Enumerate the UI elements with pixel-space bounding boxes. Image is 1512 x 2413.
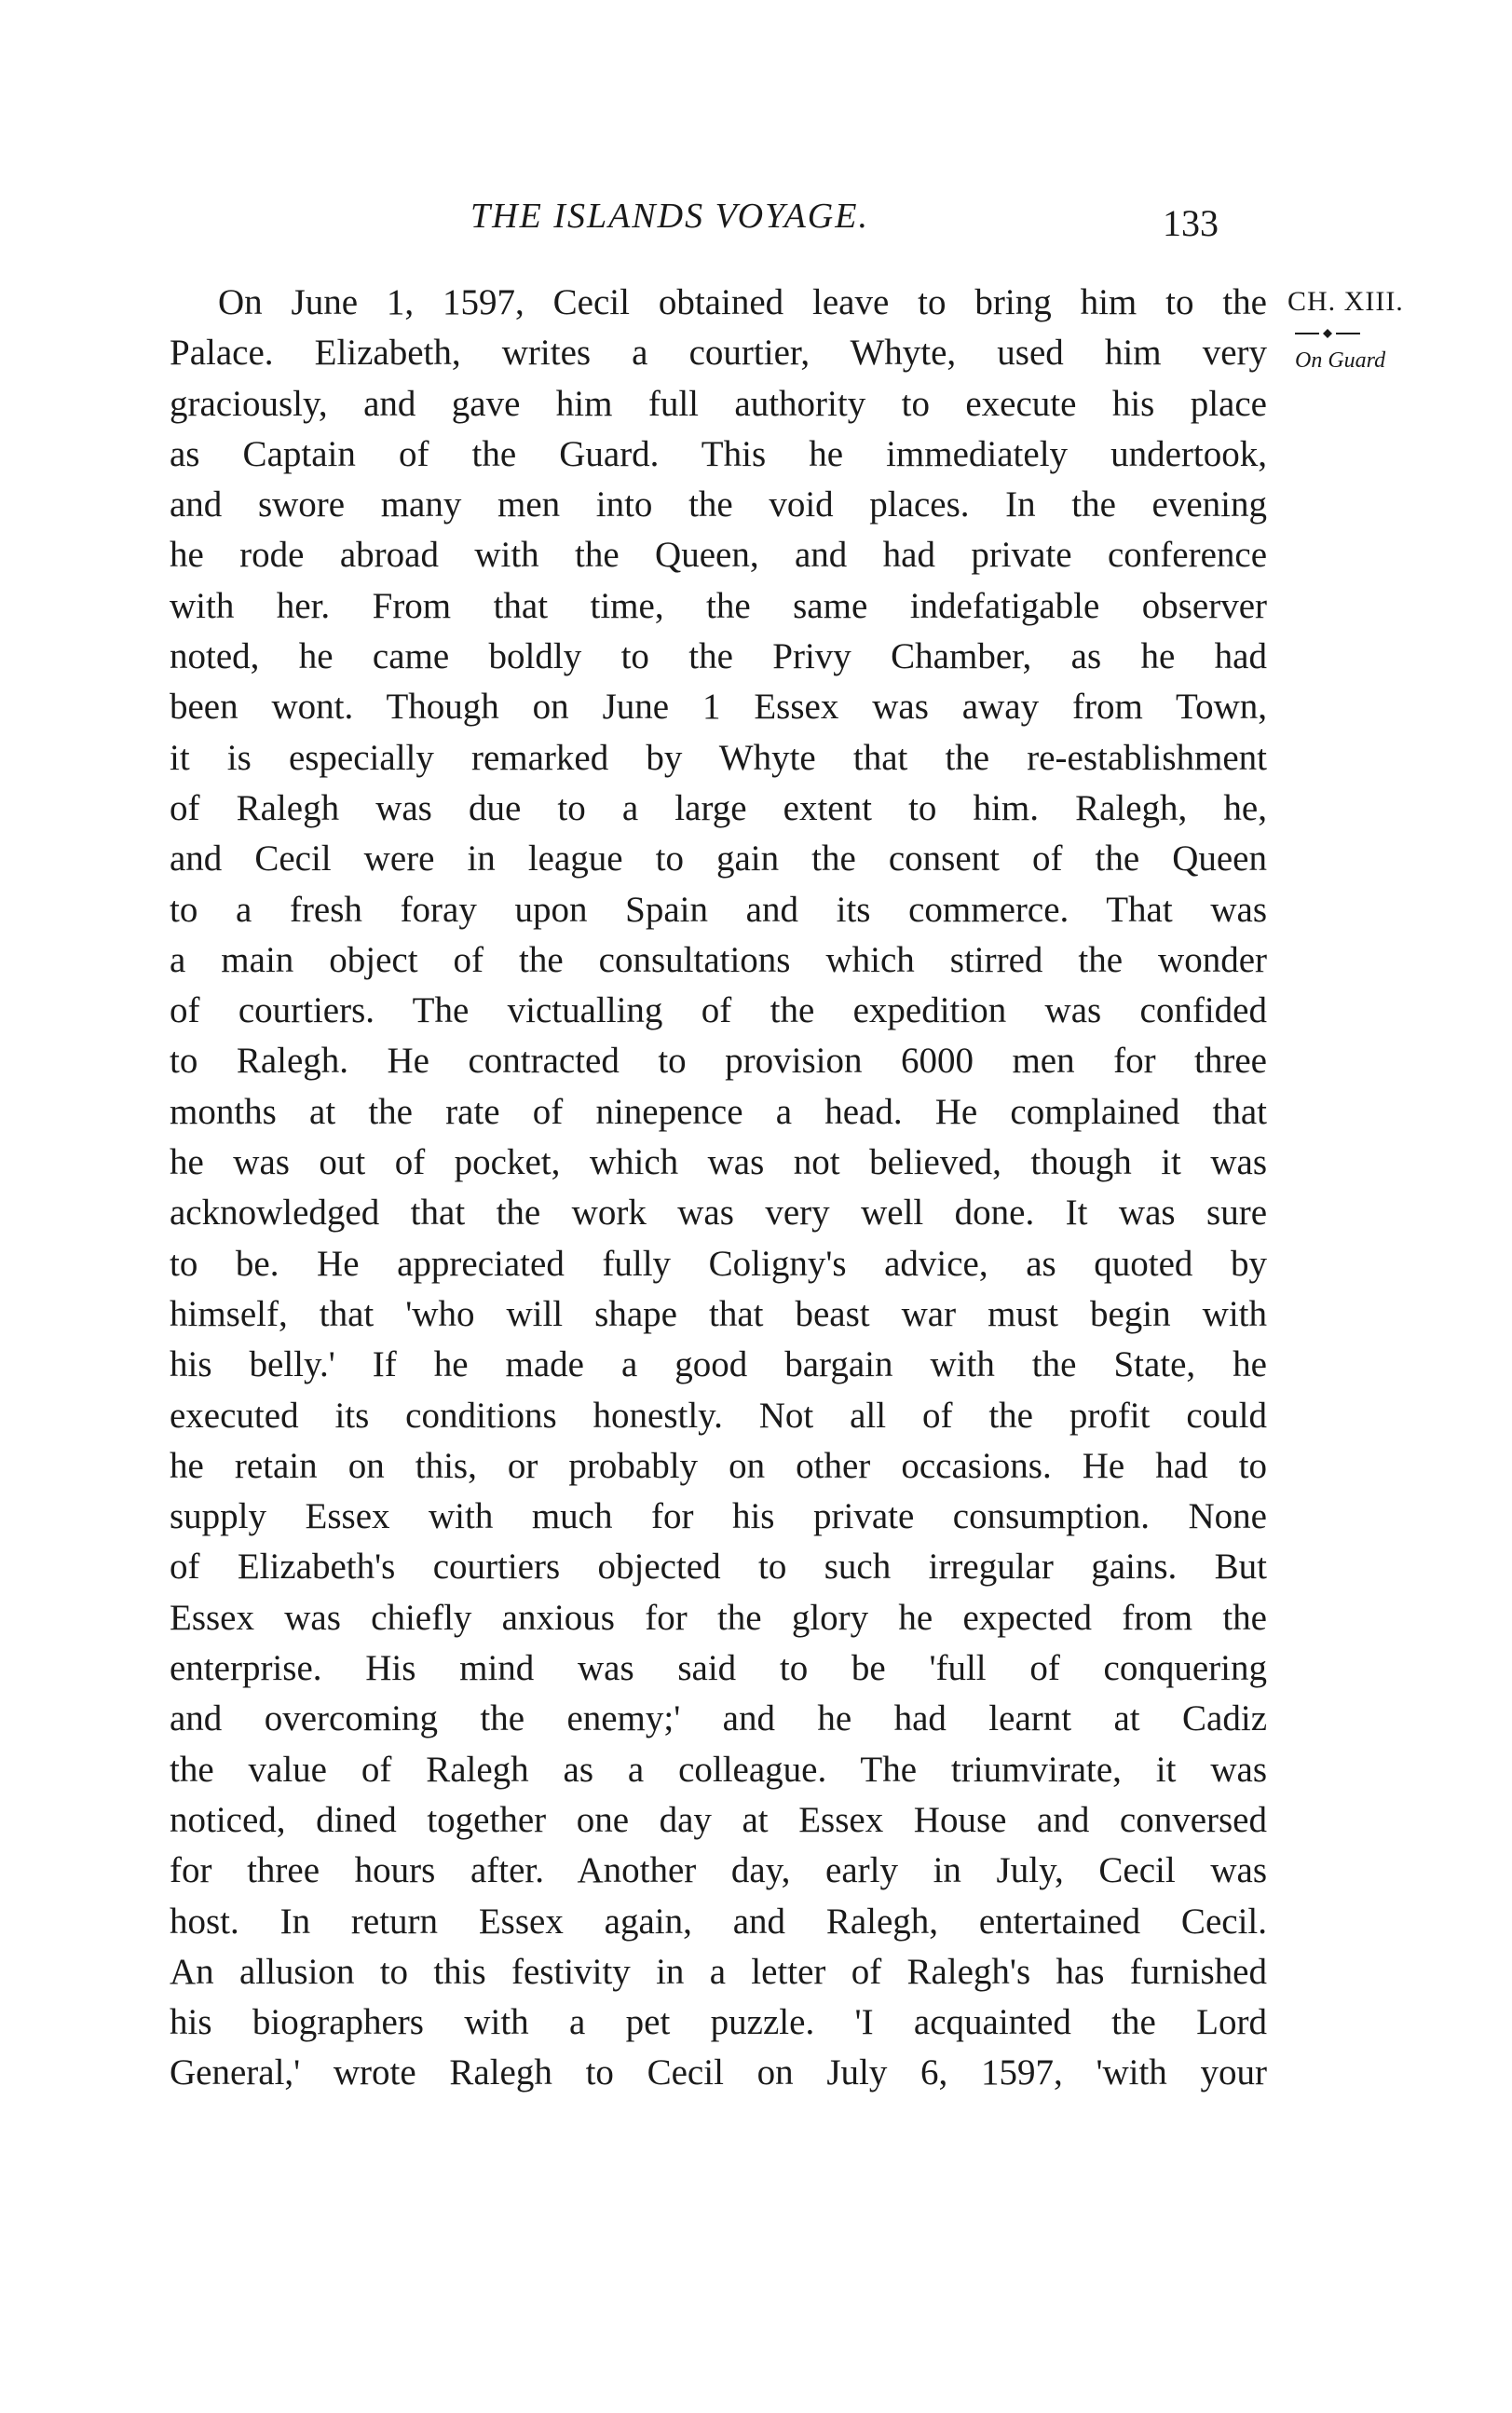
text-line: of courtiers. The victualling of the expedition was confided <box>170 990 1267 1031</box>
ornament-divider-icon <box>1295 324 1360 343</box>
text-line: An allusion to this festivity in a letter of Ralegh's has furnished <box>170 1951 1267 1992</box>
text-line: acknowledged that the work was very well done. It was sure <box>170 1193 1267 1234</box>
text-line: he rode abroad with the Queen, and had private conference <box>170 535 1267 576</box>
text-line: of Elizabeth's courtiers objected to such irregular gains. But <box>170 1547 1267 1588</box>
text-line: graciously, and gave him full authority to execute his place <box>170 383 1267 424</box>
text-line: his belly.' If he made a good bargain with the State, he <box>170 1344 1267 1385</box>
text-line: and Cecil were in league to gain the consent of the Queen <box>170 838 1267 879</box>
text-line: months at the rate of ninepence a head. He complained that <box>170 1091 1267 1132</box>
text-line: of Ralegh was due to a large extent to him. Ralegh, he, <box>170 787 1267 828</box>
text-line: to a fresh foray upon Spain and its commerce. That was <box>170 889 1267 930</box>
text-line: been wont. Though on June 1 Essex was away from Town, <box>170 687 1267 728</box>
text-line: a main object of the consultations which stirred the wonder <box>170 939 1267 980</box>
text-line: and swore many men into the void places. In the evening <box>170 484 1267 525</box>
text-line: the value of Ralegh as a colleague. The triumvirate, it was <box>170 1749 1267 1790</box>
text-line: noted, he came boldly to the Privy Chamber, as he had <box>170 636 1267 677</box>
text-line: Palace. Elizabeth, writes a courtier, Whyte, used him very <box>170 333 1267 374</box>
text-line: and overcoming the enemy;' and he had learnt at Cadiz <box>170 1698 1267 1739</box>
text-line: supply Essex with much for his private consumption. None <box>170 1496 1267 1537</box>
text-line: for three hours after. Another day, early in July, Cecil was <box>170 1850 1267 1891</box>
running-head <box>0 196 1512 261</box>
text-line: it is especially remarked by Whyte that the re-establishment <box>170 737 1267 778</box>
text-line: as Captain of the Guard. This he immediately undertook, <box>170 433 1267 474</box>
text-line: himself, that 'who will shape that beast war must begin with <box>170 1293 1267 1334</box>
text-line: Essex was chiefly anxious for the glory he expected from the <box>170 1597 1267 1638</box>
text-line: his biographers with a pet puzzle. 'I acquainted the Lord <box>170 2002 1267 2043</box>
text-line: to be. He appreciated fully Coligny's advice, as quoted by <box>170 1243 1267 1284</box>
margin-note <box>1287 283 1483 375</box>
text-line: he retain on this, or probably on other occasions. He had to <box>170 1445 1267 1486</box>
text-line: host. In return Essex again, and Ralegh, entertained Cecil. <box>170 1901 1267 1942</box>
text-line: noticed, dined together one day at Essex House and conversed <box>170 1799 1267 1840</box>
body-text <box>170 278 1267 2099</box>
text-line: to Ralegh. He contracted to provision 6000 men for three <box>170 1041 1267 1082</box>
text-line: enterprise. His mind was said to be 'full of conquering <box>170 1648 1267 1689</box>
text-line: executed its conditions honestly. Not all of the profit could <box>170 1395 1267 1436</box>
page-number: 133 <box>1163 202 1219 244</box>
text-line: with her. From that time, the same indefatigable observer <box>170 585 1267 626</box>
text-line: On June 1, 1597, Cecil obtained leave to bring him to the <box>218 282 1267 322</box>
text-line: General,' wrote Ralegh to Cecil on July 6, 1597, 'with your <box>170 2052 1267 2093</box>
text-line: he was out of pocket, which was not believed, though it was <box>170 1142 1267 1183</box>
running-title: THE ISLANDS VOYAGE. <box>470 197 869 236</box>
chapter-label: CH. XIII. <box>1287 286 1404 317</box>
side-note: On Guard <box>1295 348 1386 373</box>
